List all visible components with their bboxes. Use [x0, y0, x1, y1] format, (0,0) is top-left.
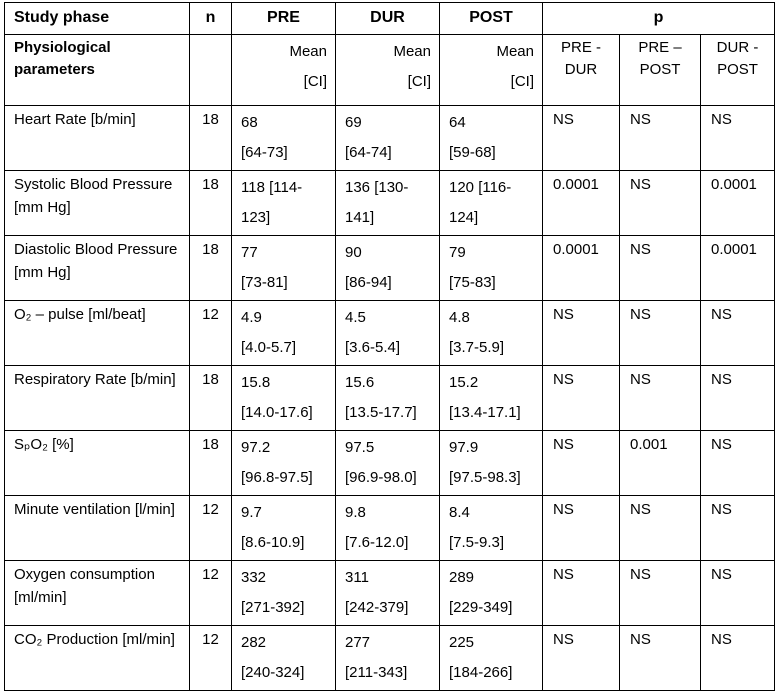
dur-ci: 141]	[345, 209, 375, 226]
post-ci: [97.5-98.3]	[449, 469, 521, 486]
p-dur-post: 0.0001	[701, 236, 775, 301]
n-value: 12	[190, 561, 232, 626]
header-p: p	[543, 3, 775, 35]
n-value: 18	[190, 236, 232, 301]
subheader-row	[5, 35, 775, 100]
dur-cell	[336, 106, 440, 171]
n-value: 12	[190, 496, 232, 561]
dur-mean: 9.8	[345, 504, 366, 521]
pre-ci: [271-392]	[241, 599, 305, 616]
pre-ci: [14.0-17.6]	[241, 404, 313, 421]
p-pre-post: NS	[620, 561, 701, 626]
post-mean: 120 [116-	[449, 179, 512, 196]
dur-cell	[336, 366, 440, 431]
dur-mean: 15.6	[345, 374, 375, 391]
table-row	[5, 236, 775, 301]
subheader-dur	[336, 35, 440, 100]
subheader-pre	[232, 35, 336, 100]
pre-cell	[232, 496, 336, 561]
dur-mean: 277	[345, 634, 371, 651]
post-cell	[440, 496, 543, 561]
table-body	[5, 106, 775, 691]
p-pre-dur: NS	[543, 496, 620, 561]
p-pre-post: NS	[620, 301, 701, 366]
post-ci: [3.7-5.9]	[449, 339, 505, 356]
p-pre-dur: 0.0001	[543, 171, 620, 236]
post-mean: 8.4	[449, 504, 470, 521]
n-value: 18	[190, 431, 232, 496]
post-mean: 97.9	[449, 439, 479, 456]
dur-ci: [64-74]	[345, 144, 392, 161]
dur-cell	[336, 561, 440, 626]
p-dur-post: NS	[701, 301, 775, 366]
pre-cell	[232, 301, 336, 366]
subheader-post	[440, 35, 543, 100]
results-table	[4, 2, 775, 691]
header-study-phase: Study phase	[5, 3, 190, 35]
subheader-post-mean: Mean	[496, 43, 534, 60]
param-name: CO₂ Production [ml/min]	[5, 626, 190, 691]
pre-mean: 77	[241, 244, 258, 261]
subheader-post-ci: [CI]	[510, 73, 534, 90]
post-cell	[440, 561, 543, 626]
header-dur: DUR	[336, 3, 440, 35]
p-dur-post: NS	[701, 626, 775, 691]
subheader-n-empty	[190, 35, 232, 100]
n-value: 18	[190, 171, 232, 236]
pre-ci: [8.6-10.9]	[241, 534, 305, 551]
post-mean: 64	[449, 114, 466, 131]
subheader-parameters: Physiological parameters	[5, 35, 190, 100]
param-name: Minute ventilation [l/min]	[5, 496, 190, 561]
table-row	[5, 171, 775, 236]
post-cell	[440, 301, 543, 366]
dur-cell	[336, 301, 440, 366]
subheader-pre-post: PRE – POST	[620, 35, 701, 100]
subheader-dur-ci: [CI]	[407, 73, 431, 90]
post-ci: [75-83]	[449, 274, 496, 291]
pre-mean: 9.7	[241, 504, 262, 521]
pre-ci: [64-73]	[241, 144, 288, 161]
table-row	[5, 366, 775, 431]
post-ci: [59-68]	[449, 144, 496, 161]
p-pre-dur: NS	[543, 106, 620, 171]
subheader-pre-dur: PRE - DUR	[543, 35, 620, 100]
param-name: Diastolic Blood Pressure [mm Hg]	[5, 236, 190, 301]
subheader-pre-mean: Mean	[289, 43, 327, 60]
dur-mean: 69	[345, 114, 362, 131]
pre-mean: 332	[241, 569, 267, 586]
post-mean: 225	[449, 634, 475, 651]
dur-ci: [96.9-98.0]	[345, 469, 417, 486]
dur-ci: [13.5-17.7]	[345, 404, 417, 421]
dur-ci: [7.6-12.0]	[345, 534, 409, 551]
param-name: SₚO₂ [%]	[5, 431, 190, 496]
subheader-dur-mean: Mean	[393, 43, 431, 60]
param-name: O₂ – pulse [ml/beat]	[5, 301, 190, 366]
table-row	[5, 431, 775, 496]
pre-mean: 15.8	[241, 374, 271, 391]
post-ci: [229-349]	[449, 599, 513, 616]
n-value: 12	[190, 626, 232, 691]
post-cell	[440, 106, 543, 171]
dur-ci: [3.6-5.4]	[345, 339, 401, 356]
pre-cell	[232, 236, 336, 301]
dur-cell	[336, 171, 440, 236]
pre-cell	[232, 171, 336, 236]
p-dur-post: NS	[701, 106, 775, 171]
pre-cell	[232, 561, 336, 626]
p-pre-post: NS	[620, 236, 701, 301]
dur-mean: 97.5	[345, 439, 375, 456]
post-mean: 4.8	[449, 309, 470, 326]
p-pre-dur: NS	[543, 301, 620, 366]
table-row	[5, 561, 775, 626]
dur-ci: [242-379]	[345, 599, 409, 616]
pre-ci: [4.0-5.7]	[241, 339, 297, 356]
post-cell	[440, 431, 543, 496]
table-row	[5, 496, 775, 561]
pre-cell	[232, 626, 336, 691]
p-dur-post: 0.0001	[701, 171, 775, 236]
post-cell	[440, 171, 543, 236]
param-name: Respiratory Rate [b/min]	[5, 366, 190, 431]
dur-ci: [86-94]	[345, 274, 392, 291]
post-ci: [7.5-9.3]	[449, 534, 505, 551]
p-pre-post: NS	[620, 366, 701, 431]
post-mean: 15.2	[449, 374, 479, 391]
p-pre-dur: 0.0001	[543, 236, 620, 301]
p-pre-post: NS	[620, 106, 701, 171]
param-name: Systolic Blood Pressure [mm Hg]	[5, 171, 190, 236]
pre-mean: 97.2	[241, 439, 271, 456]
header-row	[5, 3, 775, 35]
p-pre-post: NS	[620, 496, 701, 561]
p-pre-dur: NS	[543, 431, 620, 496]
dur-mean: 311	[345, 569, 369, 586]
p-dur-post: NS	[701, 366, 775, 431]
p-pre-dur: NS	[543, 561, 620, 626]
p-pre-post: NS	[620, 171, 701, 236]
post-cell	[440, 236, 543, 301]
header-pre: PRE	[232, 3, 336, 35]
p-dur-post: NS	[701, 561, 775, 626]
post-cell	[440, 626, 543, 691]
table-row	[5, 301, 775, 366]
dur-cell	[336, 496, 440, 561]
post-mean: 79	[449, 244, 466, 261]
pre-mean: 68	[241, 114, 258, 131]
dur-mean: 136 [130-	[345, 179, 409, 196]
post-cell	[440, 366, 543, 431]
p-pre-post: 0.001	[620, 431, 701, 496]
dur-ci: [211-343]	[345, 664, 408, 681]
post-mean: 289	[449, 569, 475, 586]
header-n: n	[190, 3, 232, 35]
param-name: Oxygen consumption [ml/min]	[5, 561, 190, 626]
dur-cell	[336, 626, 440, 691]
dur-mean: 90	[345, 244, 362, 261]
p-dur-post: NS	[701, 431, 775, 496]
p-pre-post: NS	[620, 626, 701, 691]
pre-mean: 118 [114-	[241, 179, 303, 196]
pre-cell	[232, 106, 336, 171]
p-pre-dur: NS	[543, 626, 620, 691]
table-row	[5, 106, 775, 171]
post-ci: [13.4-17.1]	[449, 404, 521, 421]
subheader-pre-ci: [CI]	[303, 73, 327, 90]
header-post: POST	[440, 3, 543, 35]
dur-mean: 4.5	[345, 309, 366, 326]
pre-mean: 4.9	[241, 309, 262, 326]
subheader-dur-post: DUR - POST	[701, 35, 775, 100]
n-value: 18	[190, 106, 232, 171]
p-dur-post: NS	[701, 496, 775, 561]
post-ci: 124]	[449, 209, 479, 226]
n-value: 12	[190, 301, 232, 366]
dur-cell	[336, 236, 440, 301]
pre-ci: [240-324]	[241, 664, 305, 681]
pre-ci: [96.8-97.5]	[241, 469, 313, 486]
p-pre-dur: NS	[543, 366, 620, 431]
table-row	[5, 626, 775, 691]
pre-cell	[232, 366, 336, 431]
pre-cell	[232, 431, 336, 496]
dur-cell	[336, 431, 440, 496]
pre-mean: 282	[241, 634, 267, 651]
n-value: 18	[190, 366, 232, 431]
post-ci: [184-266]	[449, 664, 513, 681]
pre-ci: [73-81]	[241, 274, 288, 291]
pre-ci: 123]	[241, 209, 271, 226]
param-name: Heart Rate [b/min]	[5, 106, 190, 171]
